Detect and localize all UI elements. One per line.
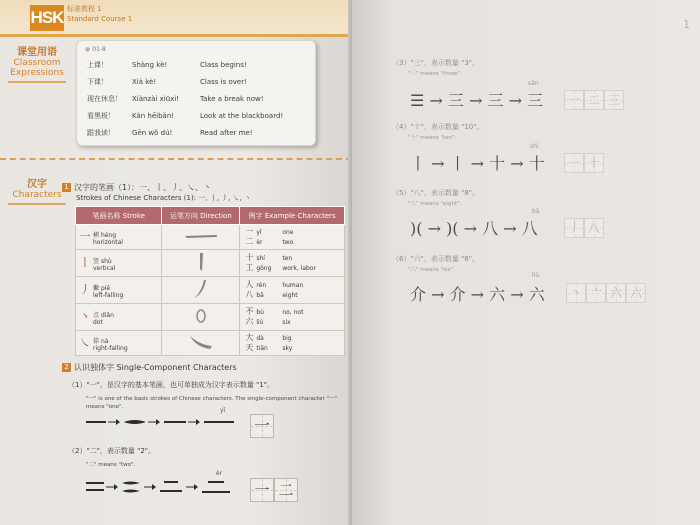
section-number-badge: 2 [62, 363, 71, 372]
item-6-practice-grid [606, 283, 626, 303]
item-4-text: （4）"十"，表示数量 "10"。 [392, 123, 484, 131]
example-pinyin: gōng [256, 265, 272, 272]
item-4-practice-grid [584, 153, 604, 173]
practice-char: 六 [609, 286, 622, 300]
single-component-title: 认识独体字 Single-Component Characters [74, 363, 237, 372]
examples-cell [240, 304, 345, 331]
item-6-pinyin: liù [532, 272, 540, 279]
item-4-practice-grid [564, 153, 584, 173]
direction-cell [162, 331, 240, 356]
strokes-heading [62, 182, 211, 193]
expression-row [87, 111, 283, 121]
section-divider [0, 158, 352, 160]
example-line [241, 333, 343, 343]
item-6-evolution: 介 → 介 → 六 → 六 [410, 285, 545, 304]
example-line [241, 307, 343, 317]
expression-pinyin: Xià kè! [132, 78, 157, 86]
item-3-translation: "三" means "three". [408, 71, 462, 77]
column-header-stroke: 笔画名称 Stroke [76, 207, 162, 225]
strokes-table [75, 206, 345, 356]
item-5-evolution: )( → )( → 八 → 八 [410, 219, 538, 238]
stroke-name-en: left-falling [93, 291, 124, 299]
expression-pinyin: Gēn wǒ dú! [132, 129, 173, 137]
item-2-translation: "二" means "two". [86, 462, 136, 468]
item-1-translation: "一" is one of the basic strokes of Chinese characters. The single-component character "一" [86, 396, 338, 402]
expression-en: Take a break now! [200, 95, 264, 103]
stroke-name [93, 312, 114, 326]
example-line [241, 227, 343, 237]
examples-cell [240, 277, 345, 304]
page-number: 1 [683, 18, 690, 31]
example-char: 天 [245, 343, 254, 352]
stroke-glyph: 丶 [79, 310, 91, 324]
item-3-practice-grid [564, 90, 584, 110]
practice-char: 一 [254, 481, 270, 499]
example-pinyin: rén [256, 282, 267, 289]
example-char: 十 [245, 253, 254, 262]
audio-track-label: ● 01-8 [85, 46, 106, 53]
practice-char: 十 [587, 156, 600, 170]
stroke-name [93, 258, 115, 272]
example-pinyin: liù [256, 319, 264, 326]
practice-char: 一 [567, 156, 580, 170]
item-3-text: （3）"三"，表示数量 "3"。 [392, 59, 480, 67]
stroke-name-pinyin: nà [100, 337, 109, 345]
expression-pinyin: Kàn hēibǎn! [132, 112, 175, 120]
stroke-glyph: 一 [79, 230, 91, 244]
item-5-translation: "八" means "eight". [408, 201, 462, 207]
item-5-practice-grid [564, 218, 584, 238]
example-line [241, 317, 343, 327]
stroke-name-cn: 横 [93, 231, 100, 239]
practice-char: 一 [253, 416, 270, 435]
item-3-pinyin: sān [528, 80, 539, 87]
classroom-label-en-1: Classroom [13, 58, 61, 68]
item-2-evolution [84, 478, 244, 496]
examples-cell [240, 250, 345, 277]
example-line [241, 280, 343, 290]
item-2-text: （2）"二"，表示数量 "2"。 [68, 447, 156, 455]
table-row [76, 277, 345, 304]
example-pinyin: tiān [256, 345, 268, 352]
table-row [76, 225, 345, 250]
stroke-direction-icon [191, 278, 211, 300]
expression-cn: 上课！ [87, 61, 108, 69]
expression-row [87, 60, 247, 70]
practice-char: 三 [607, 93, 620, 107]
practice-char: 一 [567, 93, 580, 107]
classroom-label-cn: 课堂用语 [17, 47, 57, 58]
stroke-name-cn: 点 [93, 311, 100, 319]
example-meaning: six [282, 319, 291, 326]
single-component-heading [62, 362, 237, 373]
expression-en: Class begins! [200, 61, 247, 69]
item-5-practice-grid [584, 218, 604, 238]
practice-char: 六 [629, 286, 642, 300]
expression-cn: 跟我读！ [87, 129, 115, 137]
example-pinyin: shí [256, 255, 265, 262]
item-1-pinyin: yī [220, 407, 226, 414]
stroke-name-cn: 捺 [93, 337, 100, 345]
characters-label-en: Characters [12, 190, 62, 200]
stroke-cell [76, 331, 162, 356]
item-6-practice-grid [586, 283, 606, 303]
item-2-practice-grid [250, 478, 274, 502]
example-char: 工 [245, 263, 254, 272]
item-6-text: （6）"六"，表示数量 "6"。 [392, 255, 480, 263]
example-pinyin: bù [256, 309, 264, 316]
expression-pinyin: Xiànzài xiūxi! [132, 95, 180, 103]
example-char: 八 [245, 290, 254, 299]
stroke-name [93, 338, 128, 352]
example-char: 二 [245, 237, 254, 246]
item-4-evolution: 丨 → 丨 → 十 → 十 [410, 154, 545, 173]
series-title-cn: 标准教程 1 [67, 5, 102, 13]
strokes-heading-cn: 汉字的笔画（1）：一、丨、丿、㇏、丶 [74, 183, 212, 192]
example-char: 六 [245, 317, 254, 326]
example-pinyin: bā [256, 292, 264, 299]
example-meaning: big [282, 335, 292, 342]
classroom-expressions-box [76, 40, 316, 146]
header-rule [0, 34, 352, 37]
example-meaning: sky [282, 345, 293, 352]
stroke-name-pinyin: diǎn [100, 311, 114, 319]
direction-cell [162, 277, 240, 304]
item-1-text: （1）"一"，是汉字的基本笔画，也可单独成为汉字表示数量 "1"。 [68, 381, 275, 389]
classroom-section-label [6, 48, 68, 78]
example-char: 一 [245, 227, 254, 236]
stroke-name [93, 232, 123, 246]
stroke-cell [76, 225, 162, 250]
stroke-glyph: 丨 [79, 256, 91, 270]
stroke-glyph: ㇏ [79, 336, 91, 350]
characters-label-cn: 汉字 [27, 179, 47, 190]
hsk-logo: HSK [30, 5, 64, 31]
expression-row [87, 128, 253, 138]
item-3-evolution: ☰ → 三 → 三 → 三 [410, 91, 544, 110]
example-pinyin: èr [256, 239, 263, 246]
example-line [241, 290, 343, 300]
direction-cell [162, 250, 240, 277]
stroke-name-en: dot [93, 318, 103, 326]
example-meaning: human [282, 282, 304, 289]
item-3-practice-grid [604, 90, 624, 110]
practice-char: 丶 [569, 286, 582, 300]
stroke-glyph: 丿 [79, 283, 91, 297]
classroom-label-en-2: Expressions [10, 68, 64, 78]
example-char: 大 [245, 333, 254, 342]
example-line [241, 253, 343, 263]
stroke-name-en: horizontal [93, 238, 123, 246]
item-3-practice-grid [584, 90, 604, 110]
example-line [241, 343, 343, 353]
practice-char: 二 [278, 481, 294, 499]
expression-en: Look at the blackboard! [200, 112, 284, 120]
item-2-practice-grid [274, 478, 298, 502]
stroke-name-pinyin: shù [100, 257, 112, 265]
strokes-heading-en: Strokes of Chinese Characters (1): 一, 丨, 丿, ㇏, 丶 [76, 194, 252, 202]
expression-row [87, 94, 264, 104]
item-4-translation: "十" means "ten". [408, 135, 457, 141]
stroke-name-pinyin: héng [100, 231, 117, 239]
stroke-direction-icon [181, 229, 221, 243]
stroke-direction-icon [186, 333, 216, 351]
item-5-text: （5）"八"，表示数量 "8"。 [392, 189, 480, 197]
direction-cell [162, 304, 240, 331]
column-header-direction: 运笔方向 Direction [162, 207, 240, 225]
stroke-name-cn: 竖 [93, 257, 100, 265]
example-pinyin: yī [256, 229, 262, 236]
expression-cn: 看黑板！ [87, 112, 115, 120]
characters-label-underline [8, 203, 66, 205]
direction-cell [162, 225, 240, 250]
item-1-translation-2: means "one". [86, 404, 124, 410]
item-6-practice-grid [566, 283, 586, 303]
table-row [76, 304, 345, 331]
series-title-en: Standard Course 1 [67, 15, 133, 23]
example-line [241, 237, 343, 247]
examples-cell [240, 331, 345, 356]
expression-row [87, 77, 247, 87]
column-header-examples: 例字 Example Characters [240, 207, 345, 225]
practice-char: 八 [587, 221, 600, 235]
classroom-label-underline [8, 81, 66, 83]
practice-char: 亠 [589, 286, 602, 300]
expression-pinyin: Shàng kè! [132, 61, 168, 69]
stroke-cell [76, 277, 162, 304]
stroke-name-pinyin: piě [100, 284, 111, 292]
item-1-evolution [84, 414, 244, 430]
example-meaning: two [282, 239, 294, 246]
item-2-pinyin: èr [216, 470, 223, 477]
example-meaning: eight [282, 292, 298, 299]
expression-en: Class is over! [200, 78, 247, 86]
characters-section-label [6, 180, 68, 200]
stroke-cell [76, 250, 162, 277]
example-meaning: work, labor [282, 265, 316, 272]
stroke-cell [76, 304, 162, 331]
section-number-badge: 1 [62, 183, 71, 192]
expression-en: Read after me! [200, 129, 253, 137]
example-char: 不 [245, 307, 254, 316]
expression-cn: 下课！ [87, 78, 108, 86]
example-pinyin: dà [256, 335, 264, 342]
item-6-translation: "六" means "six". [408, 267, 455, 273]
stroke-name-cn: 撇 [93, 284, 100, 292]
example-meaning: one [282, 229, 294, 236]
stroke-direction-icon [191, 305, 211, 327]
example-meaning: no, not [282, 309, 304, 316]
table-row [76, 250, 345, 277]
example-line [241, 263, 343, 273]
stroke-name [93, 285, 123, 299]
table-row [76, 331, 345, 356]
item-4-pinyin: shí [530, 143, 539, 150]
expression-cn: 现在休息！ [87, 95, 122, 103]
item-6-practice-grid [626, 283, 646, 303]
stroke-direction-icon [191, 251, 211, 273]
stroke-name-en: vertical [93, 264, 116, 272]
example-meaning: ten [282, 255, 293, 262]
item-5-pinyin: bā [532, 208, 540, 215]
practice-char: 二 [587, 93, 600, 107]
stroke-name-en: right-falling [93, 344, 128, 352]
right-page [352, 0, 700, 525]
table-header-row [76, 207, 345, 225]
examples-cell [240, 225, 345, 250]
example-char: 人 [245, 280, 254, 289]
item-1-practice-grid [250, 414, 274, 438]
practice-char: 丿 [567, 221, 580, 235]
